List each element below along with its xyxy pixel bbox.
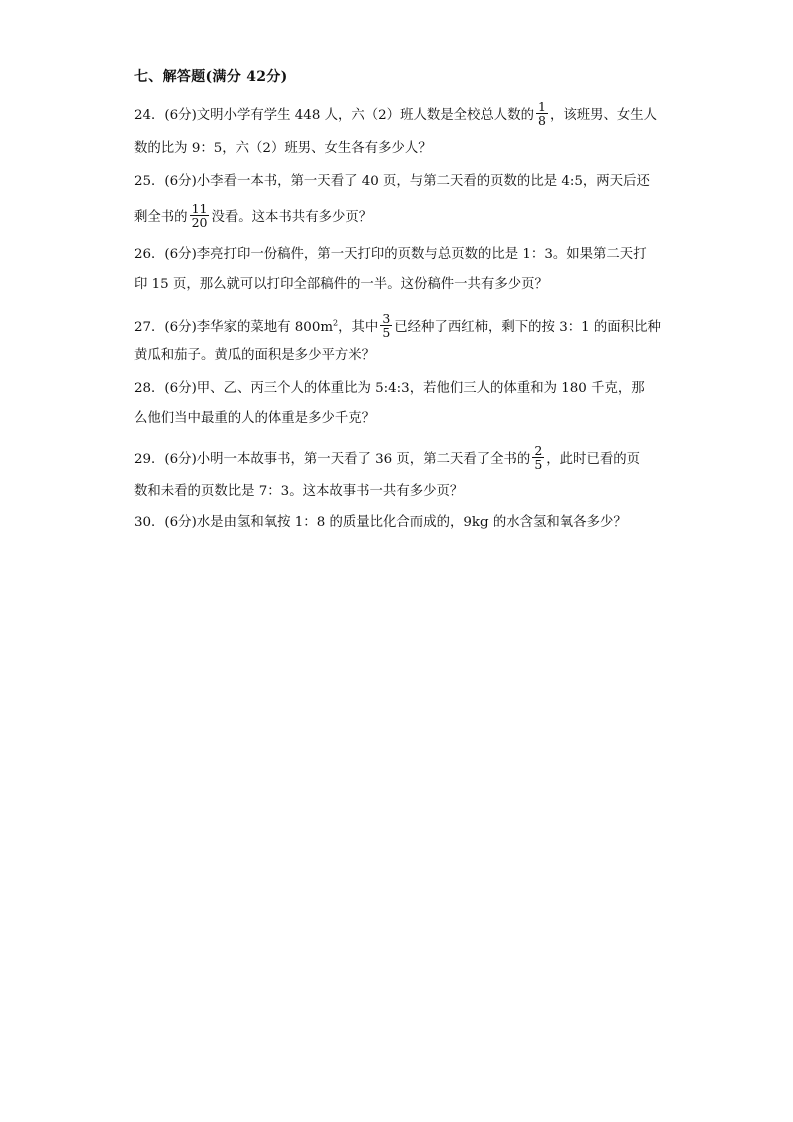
question-29-text-a: 29．(6分)小明一本故事书，第一天看了 36 页，第二天看了全书的 <box>134 452 531 467</box>
question-27-line-2: 黄瓜和茄子。黄瓜的面积是多少平方米？ <box>134 348 376 363</box>
question-29-text-b: ，此时已看的页 <box>546 452 641 467</box>
question-24-line-1 <box>134 99 658 129</box>
question-24-fraction <box>536 100 548 127</box>
question-29-fraction <box>532 444 544 471</box>
question-25-line-2 <box>134 201 373 231</box>
question-29-line-1 <box>134 443 641 473</box>
question-28-line-1: 28．(6分)甲、乙、丙三个人的体重比为 5:4:3，若他们三人的体重和为 180 千克，那 <box>134 381 645 396</box>
fraction-denominator: 5 <box>534 457 543 472</box>
fraction-denominator: 8 <box>537 113 546 128</box>
question-27-text-a: 27．(6分)李华家的菜地有 800m <box>134 320 334 335</box>
fraction-numerator: 11 <box>191 201 208 216</box>
question-26-line-2: 印 15 页，那么就可以打印全部稿件的一半。这份稿件一共有多少页？ <box>134 277 548 292</box>
question-30-line-1: 30．(6分)水是由氢和氧按 1：8 的质量比化合而成的，9kg 的水含氢和氧各多少？ <box>134 515 627 530</box>
question-24-text-b: ，该班男、女生人 <box>549 108 658 123</box>
fraction-numerator: 1 <box>537 99 546 114</box>
superscript-2: 2 <box>333 318 339 328</box>
question-27-text-b: ，其中 <box>338 320 379 335</box>
question-24-line-2: 数的比为 9：5，六（2）班男、女生各有多少人？ <box>134 141 432 156</box>
question-26-line-1: 26．(6分)李亮打印一份稿件，第一天打印的页数与总页数的比是 1：3。如果第二天打 <box>134 247 647 262</box>
question-25-text-a: 剩全书的 <box>134 210 188 225</box>
question-29-line-2: 数和未看的页数比是 7：3。这本故事书一共有多少页？ <box>134 484 464 499</box>
fraction-numerator: 2 <box>534 443 543 458</box>
fraction-numerator: 3 <box>382 311 391 326</box>
question-25-line-1: 25．(6分)小李看一本书，第一天看了 40 页，与第二天看的页数的比是 4:5，两天后还 <box>134 174 650 189</box>
question-27-fraction <box>380 312 392 339</box>
question-24-text-a: 24．(6分)文明小学有学生 448 人，六（2）班人数是全校总人数的 <box>134 108 534 123</box>
question-28-line-2: 么他们当中最重的人的体重是多少千克？ <box>134 411 376 426</box>
question-25-fraction <box>190 202 210 229</box>
question-27-text-c: 已经种了西红柿，剩下的按 3：1 的面积比种 <box>394 320 661 335</box>
fraction-denominator: 5 <box>382 325 391 340</box>
section-title: 七、解答题(满分 42分) <box>134 69 288 85</box>
question-27-line-1 <box>134 311 661 341</box>
fraction-denominator: 20 <box>191 215 208 230</box>
question-25-text-b: 没看。这本书共有多少页？ <box>211 210 373 225</box>
